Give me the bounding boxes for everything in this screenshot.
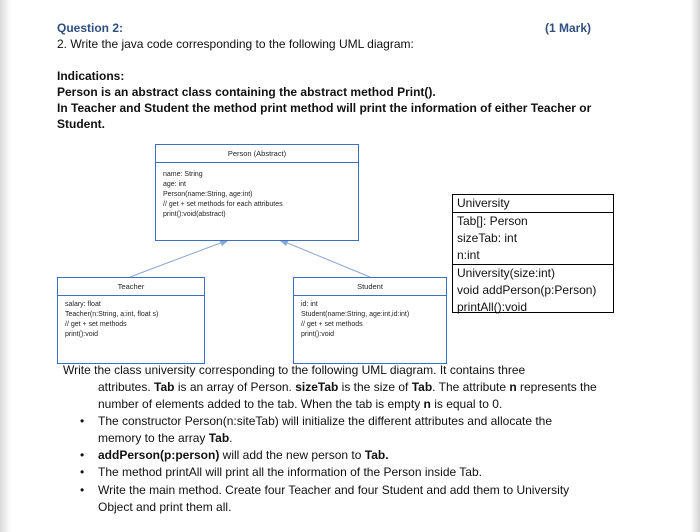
bullet-4-line-1: Write the main method. Create four Teacher and four Student and add them to University (98, 483, 570, 497)
teacher-attr-salary: salary: float (65, 301, 101, 308)
person-constructor: Person(name:String, age:int) (163, 191, 253, 198)
indication-line-1: Person is an abstract class containing the abstract method Print(). (57, 85, 436, 99)
teacher-class-header: Teacher (58, 278, 204, 296)
student-inheritance-line (285, 242, 370, 277)
student-class-header: Student (294, 278, 446, 296)
university-addperson-method: void addPerson(p:Person) (457, 283, 597, 297)
person-print-method: print():void(abstract) (163, 211, 226, 218)
university-attr-sizetab: sizeTab: int (457, 231, 518, 245)
bullet-marker: • (80, 414, 85, 428)
indications-heading: Indications: (57, 69, 125, 83)
teacher-getset-comment: // get + set methods (65, 321, 127, 328)
student-getset-comment: // get + set methods (301, 321, 363, 328)
uml-class-university (452, 194, 614, 313)
teacher-print-method: print():void (65, 331, 99, 338)
bullet-1-line-1: The constructor Person(n:siteTab) will initialize the different attributes and allocate the (98, 414, 553, 428)
university-constructor: University(size:int) (457, 266, 556, 280)
teacher-constructor: Teacher(n:String, a:int, float s) (65, 311, 159, 318)
uml-class-person (155, 144, 359, 241)
uml-class-student (293, 277, 447, 364)
bullet-marker: • (80, 448, 85, 462)
bullet-1-line-2: memory to the array Tab. (98, 431, 233, 445)
university-attr-n: n:int (457, 248, 480, 262)
indication-line-3: Student. (57, 117, 105, 131)
bullet-2-line-1: addPerson(p:person) will add the new person to Tab. (98, 448, 389, 462)
teacher-inheritance-line (130, 242, 223, 277)
question-mark: (1 Mark) (545, 21, 592, 35)
uml-class-teacher (57, 277, 205, 364)
bullet-3-line-1: The method printAll will print all the information of the Person inside Tab. (98, 465, 482, 479)
question-title: Question 2: (57, 21, 124, 35)
person-attr-name: name: String (163, 171, 203, 178)
student-attr-id: id: int (301, 301, 318, 308)
bullet-marker: • (80, 465, 85, 479)
university-attr-tab: Tab[]: Person (457, 214, 528, 228)
university-class-name: University (457, 196, 510, 210)
task-intro-line-2: attributes. Tab is an array of Person. sizeTab is the size of Tab. The attribute n represents the (98, 380, 597, 394)
indication-line-2: In Teacher and Student the method print method will print the information of either Teacher or (57, 101, 592, 115)
person-attr-age: age: int (163, 181, 186, 188)
person-getset-comment: // get + set methods for each attributes (163, 201, 283, 208)
task-intro-line-1: Write the class university corresponding to the following UML diagram. It contains three (63, 363, 526, 377)
task-intro-line-3: number of elements added to the tab. When the tab is empty n is equal to 0. (98, 397, 503, 411)
student-print-method: print():void (301, 331, 335, 338)
university-printall-method: printAll():void (457, 300, 528, 314)
student-constructor: Student(name:String, age:int,id:int) (301, 311, 410, 318)
question-prompt: 2. Write the java code corresponding to the following UML diagram: (57, 37, 414, 51)
bullet-marker: • (80, 483, 85, 497)
bullet-4-line-2: Object and print them all. (98, 500, 232, 514)
person-class-header: Person (Abstract) (156, 145, 358, 163)
